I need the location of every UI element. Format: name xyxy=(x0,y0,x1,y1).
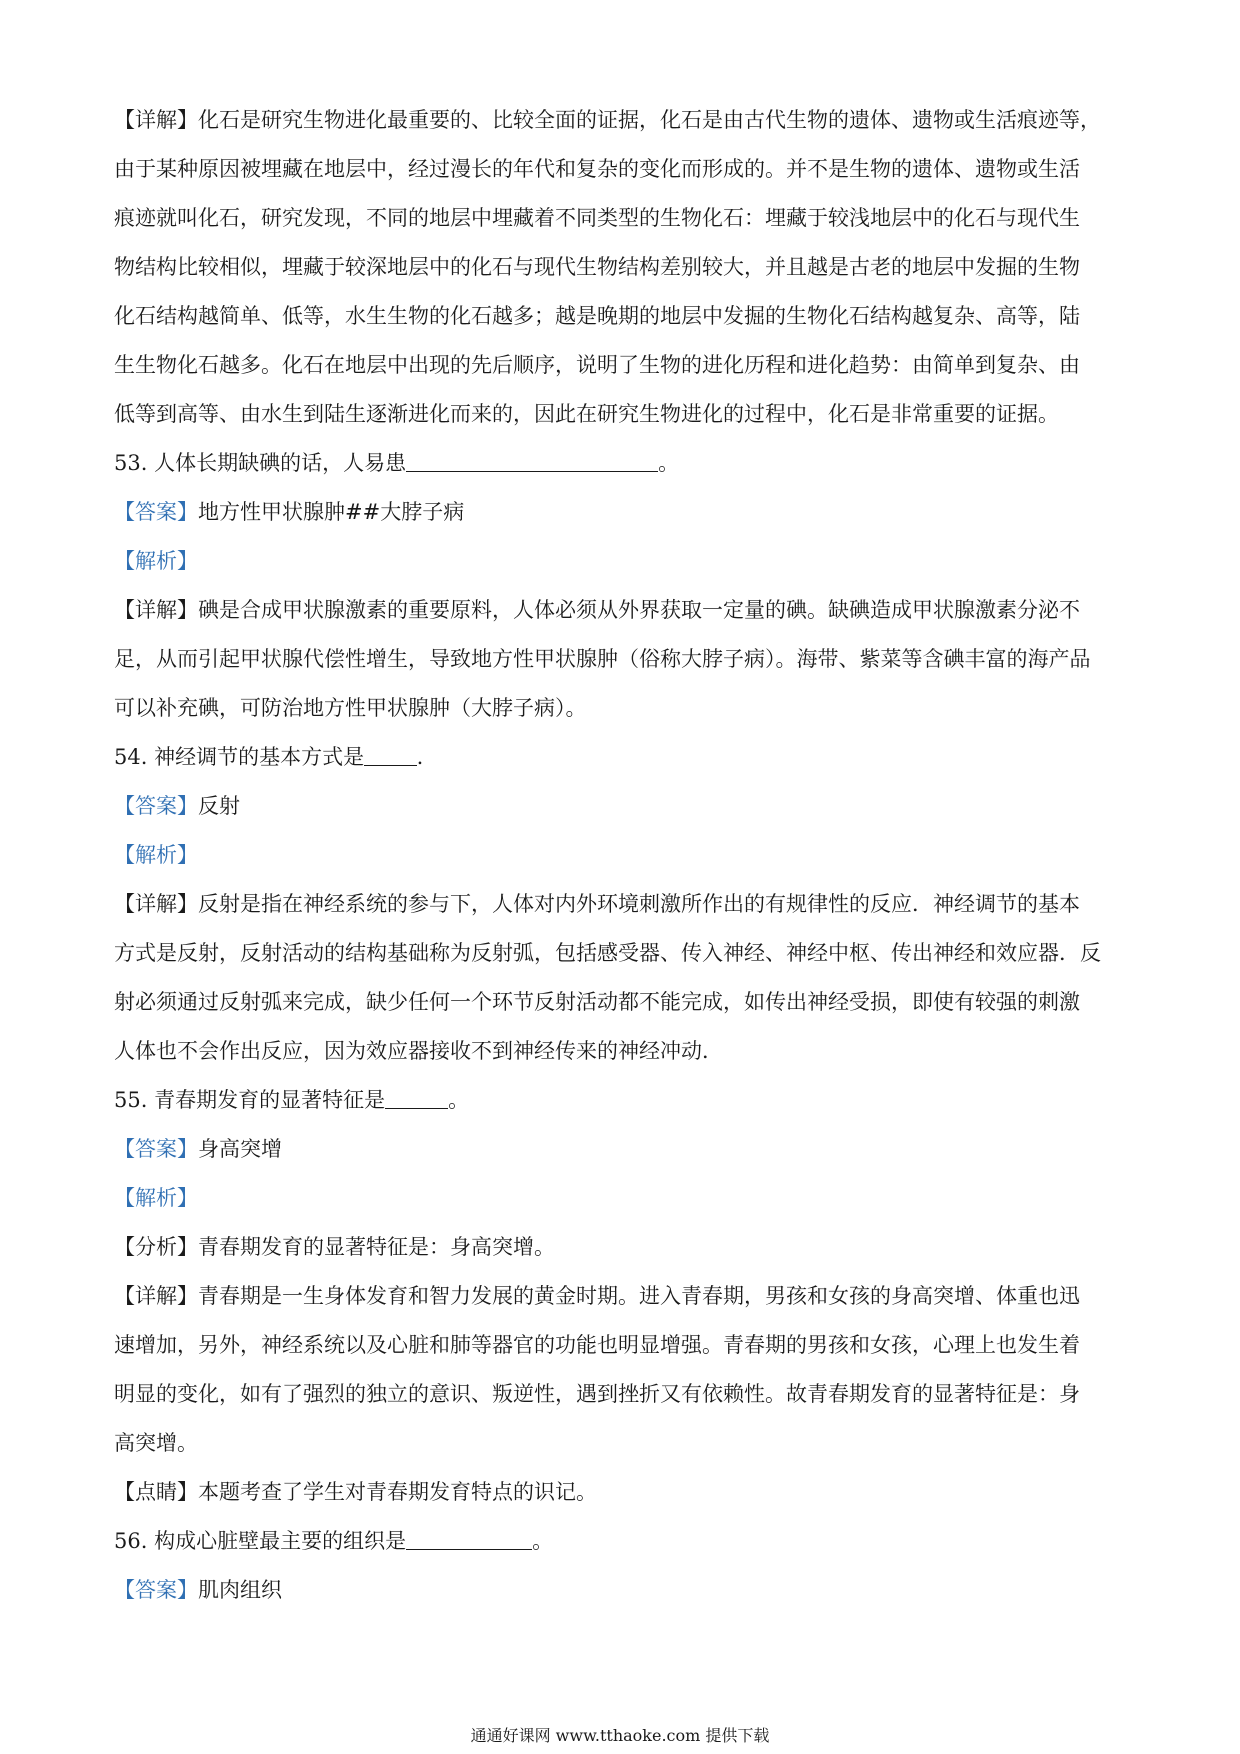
paragraph-text: 足，从而引起甲状腺代偿性增生，导致地方性甲状腺肿（俗称大脖子病）。海带、紫菜等含碘丰富的海产品 xyxy=(114,647,1091,671)
question-end: . xyxy=(416,745,424,769)
document-body xyxy=(114,96,1134,1615)
paragraph-text: 碘是合成甲状腺激素的重要原料，人体必须从外界获取一定量的碘。缺碘造成甲状腺激素分泌不 xyxy=(198,598,1080,622)
section-tag: 【答案】 xyxy=(114,500,198,524)
paragraph-line xyxy=(114,1419,1134,1468)
line-text: 身高突增 xyxy=(198,1137,282,1161)
paragraph-line xyxy=(114,880,1134,929)
question-text: 54. 神经调节的基本方式是 xyxy=(114,745,365,769)
section-tag: 【详解】 xyxy=(114,892,198,916)
paragraph-text: 可以补充碘，可防治地方性甲状腺肿（大脖子病）。 xyxy=(114,696,587,720)
answer-blank xyxy=(406,449,658,472)
question-text: 55. 青春期发育的显著特征是 xyxy=(114,1088,386,1112)
answer-blank xyxy=(364,743,417,766)
question-end: 。 xyxy=(532,1529,554,1553)
paragraph-line xyxy=(114,1321,1134,1370)
paragraph-text: 速增加，另外，神经系统以及心脏和肺等器官的功能也明显增强。青春期的男孩和女孩，心理上也发生着 xyxy=(114,1333,1080,1357)
paragraph-text: 生生物化石越多。化石在地层中出现的先后顺序，说明了生物的进化历程和进化趋势：由简单到复杂、由 xyxy=(114,353,1080,377)
section-tag: 【解析】 xyxy=(114,1186,198,1210)
question-line xyxy=(114,733,1134,782)
paragraph-line xyxy=(114,1272,1134,1321)
paragraph-line xyxy=(114,929,1134,978)
paragraph-line xyxy=(114,1027,1134,1076)
question-line xyxy=(114,439,1134,488)
question-end: 。 xyxy=(658,451,680,475)
paragraph-line xyxy=(114,341,1134,390)
answer-line xyxy=(114,1125,1134,1174)
section-tag: 【答案】 xyxy=(114,1137,198,1161)
line-text: 反射 xyxy=(198,794,240,818)
paragraph-text: 化石是研究生物进化最重要的、比较全面的证据，化石是由古代生物的遗体、遗物或生活痕迹等， xyxy=(198,108,1101,132)
question-text: 53. 人体长期缺碘的话，人易患 xyxy=(114,451,407,475)
section-tag: 【详解】 xyxy=(114,1284,198,1308)
paragraph-text: 反射是指在神经系统的参与下，人体对内外环境刺激所作出的有规律性的反应．神经调节的基本 xyxy=(198,892,1080,916)
note-line xyxy=(114,1174,1134,1223)
note-line xyxy=(114,1468,1134,1517)
paragraph-text: 痕迹就叫化石，研究发现，不同的地层中埋藏着不同类型的生物化石：埋藏于较浅地层中的化石与现代生 xyxy=(114,206,1080,230)
answer-blank xyxy=(385,1086,448,1109)
line-text: 青春期发育的显著特征是：身高突增。 xyxy=(198,1235,555,1259)
line-text: 肌肉组织 xyxy=(198,1578,282,1602)
section-tag: 【解析】 xyxy=(114,843,198,867)
section-tag: 【解析】 xyxy=(114,549,198,573)
paragraph-line xyxy=(114,292,1134,341)
paragraph-line xyxy=(114,978,1134,1027)
paragraph-text: 青春期是一生身体发育和智力发展的黄金时期。进入青春期，男孩和女孩的身高突增、体重也迅 xyxy=(198,1284,1080,1308)
answer-line xyxy=(114,782,1134,831)
section-tag: 【答案】 xyxy=(114,1578,198,1602)
paragraph-text: 高突增。 xyxy=(114,1431,198,1455)
section-tag: 【分析】 xyxy=(114,1235,198,1259)
paragraph-line xyxy=(114,635,1134,684)
note-line xyxy=(114,831,1134,880)
paragraph-text: 射必须通过反射弧来完成，缺少任何一个环节反射活动都不能完成，如传出神经受损，即使有较强的刺激 xyxy=(114,990,1080,1014)
note-line xyxy=(114,537,1134,586)
page-footer: 通通好课网 www.tthaoke.com 提供下载 xyxy=(470,1726,770,1745)
paragraph-text: 人体也不会作出反应，因为效应器接收不到神经传来的神经冲动． xyxy=(114,1039,723,1063)
question-line xyxy=(114,1076,1134,1125)
section-tag: 【答案】 xyxy=(114,794,198,818)
section-tag: 【点睛】 xyxy=(114,1480,198,1504)
paragraph-line xyxy=(114,145,1134,194)
paragraph-line xyxy=(114,390,1134,439)
section-tag: 【详解】 xyxy=(114,108,198,132)
answer-line xyxy=(114,1566,1134,1615)
question-text: 56. 构成心脏壁最主要的组织是 xyxy=(114,1529,407,1553)
paragraph-text: 低等到高等、由水生到陆生逐渐进化而来的，因此在研究生物进化的过程中，化石是非常重要的证据。 xyxy=(114,402,1059,426)
answer-blank xyxy=(406,1527,532,1550)
question-line xyxy=(114,1517,1134,1566)
paragraph-text: 物结构比较相似，埋藏于较深地层中的化石与现代生物结构差别较大，并且越是古老的地层中发掘的生物 xyxy=(114,255,1080,279)
paragraph-line xyxy=(114,1370,1134,1419)
paragraph-text: 由于某种原因被埋藏在地层中，经过漫长的年代和复杂的变化而形成的。并不是生物的遗体、遗物或生活 xyxy=(114,157,1080,181)
question-end: 。 xyxy=(448,1088,470,1112)
paragraph-text: 方式是反射，反射活动的结构基础称为反射弧，包括感受器、传入神经、神经中枢、传出神经和效应器．反 xyxy=(114,941,1101,965)
line-text: 本题考查了学生对青春期发育特点的识记。 xyxy=(198,1480,597,1504)
paragraph-line xyxy=(114,684,1134,733)
paragraph-line xyxy=(114,194,1134,243)
note-line xyxy=(114,1223,1134,1272)
paragraph-line xyxy=(114,586,1134,635)
paragraph-line xyxy=(114,243,1134,292)
section-tag: 【详解】 xyxy=(114,598,198,622)
paragraph-line xyxy=(114,96,1134,145)
paragraph-text: 明显的变化，如有了强烈的独立的意识、叛逆性，遇到挫折又有依赖性。故青春期发育的显著特征是：身 xyxy=(114,1382,1080,1406)
line-text: 地方性甲状腺肿##大脖子病 xyxy=(198,500,465,524)
paragraph-text: 化石结构越简单、低等，水生生物的化石越多；越是晚期的地层中发掘的生物化石结构越复杂、高等，陆 xyxy=(114,304,1080,328)
answer-line xyxy=(114,488,1134,537)
